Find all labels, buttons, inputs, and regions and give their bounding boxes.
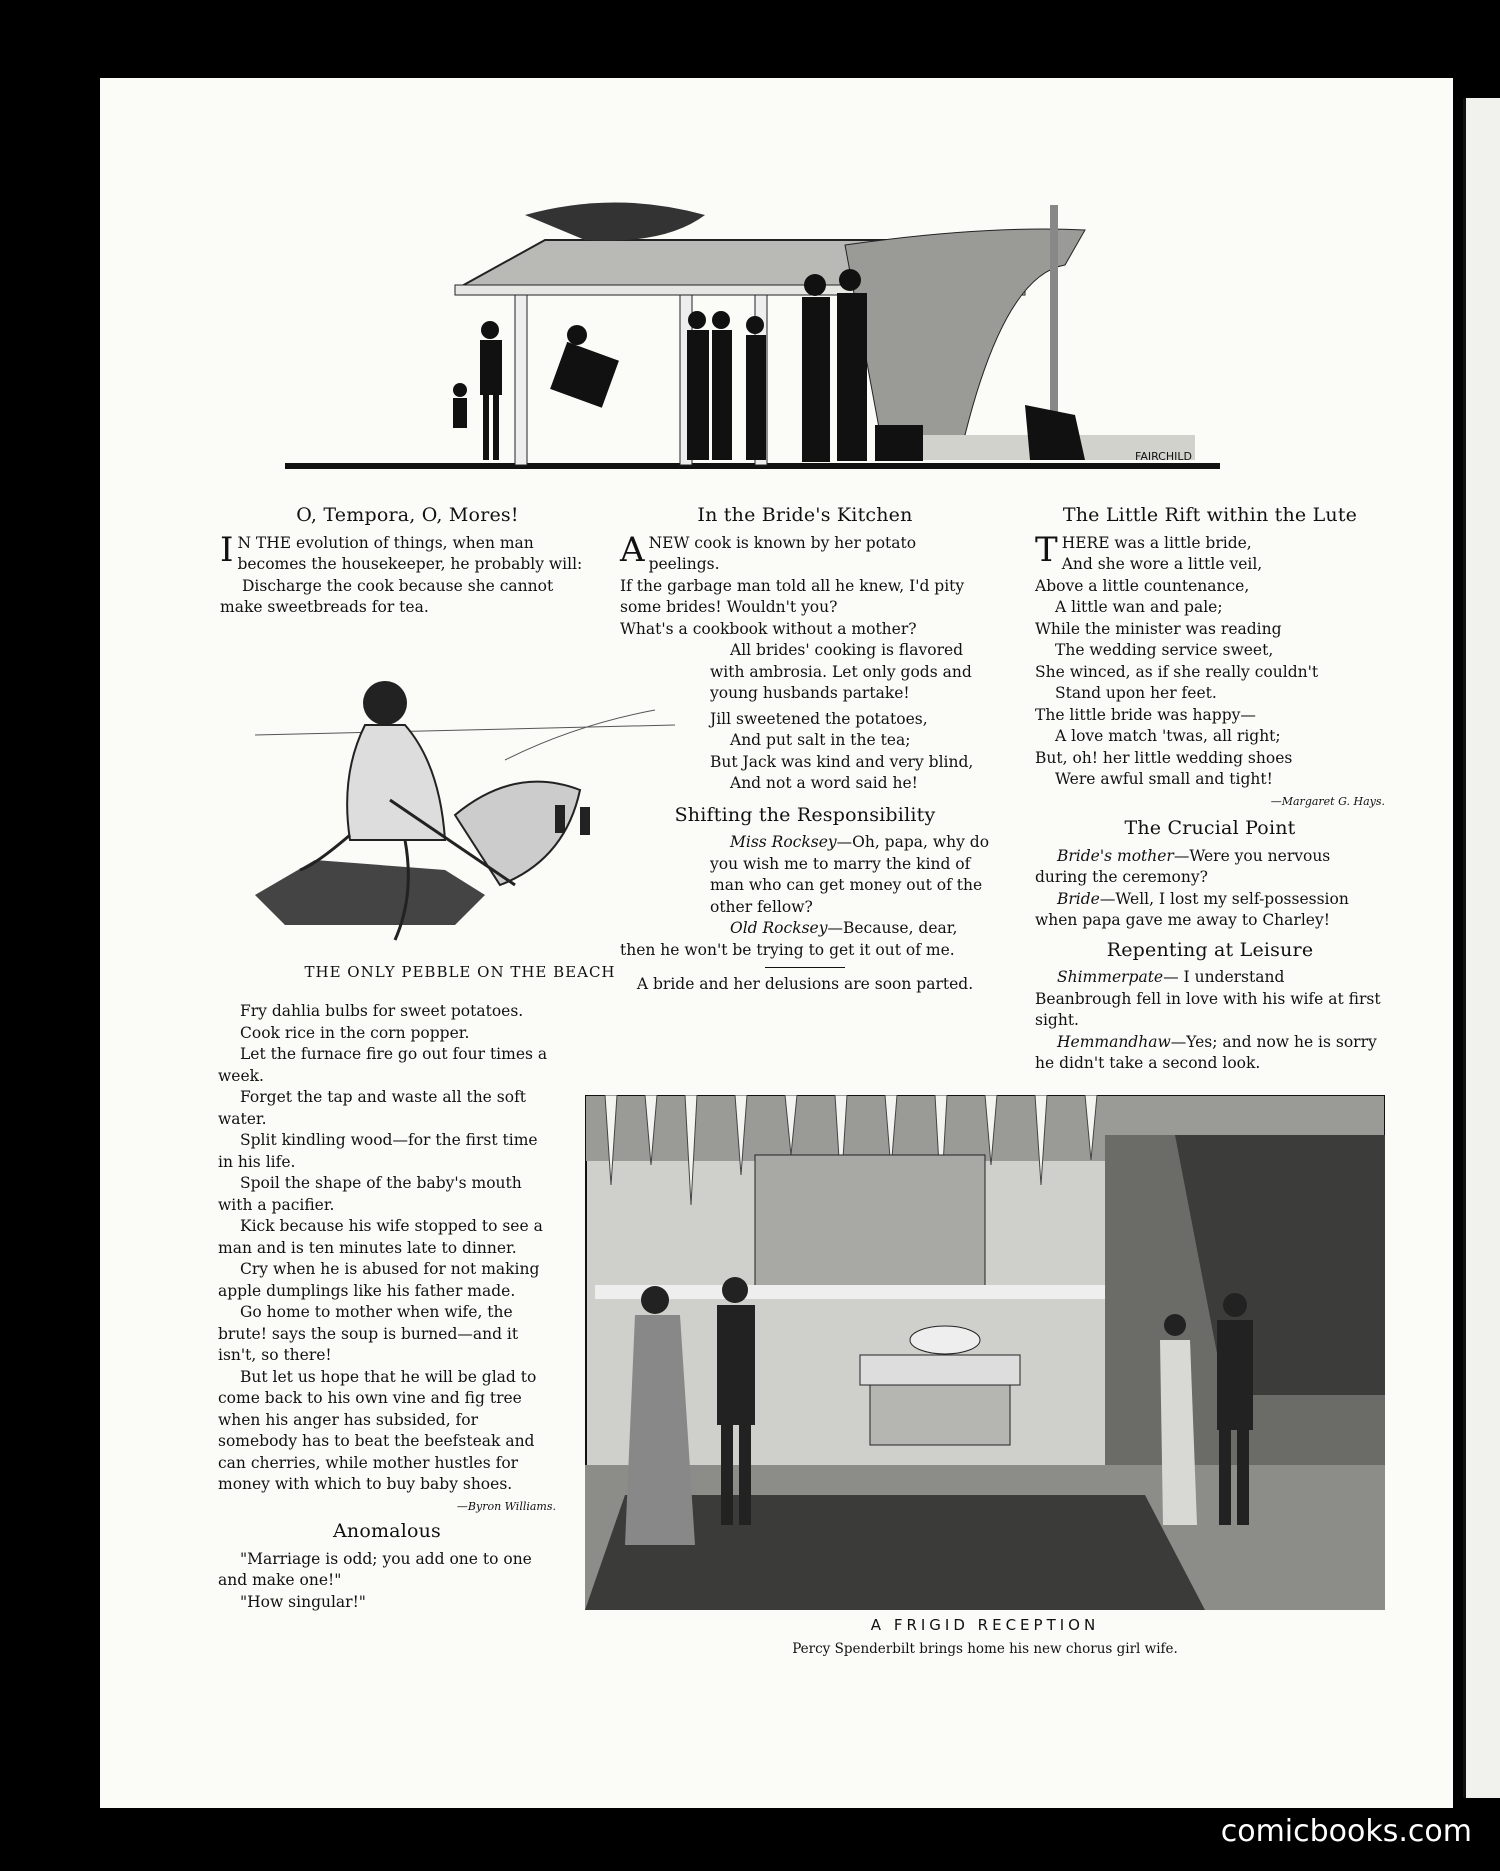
column-2: [620, 505, 990, 996]
adjacent-page-edge: [1463, 98, 1500, 1798]
anomalous-line-1: "Marriage is odd; you add one to one and make one!": [218, 1549, 532, 1589]
shifting-line-2: —Because, dear, then he won't be trying to get it out of me.: [620, 919, 958, 959]
list-item: Kick because his wife stopped to see a man and is ten minutes late to dinner.: [218, 1217, 543, 1257]
article-title-shifting: Shifting the Responsibility: [674, 803, 936, 826]
list-item: Spoil the shape of the baby's mouth with a pacifier.: [218, 1174, 522, 1214]
poem-line: HERE was a little bride,: [1061, 533, 1252, 552]
article-title-kitchen: In the Bride's Kitchen: [697, 504, 913, 526]
article-title-rift: The Little Rift within the Lute: [1062, 504, 1358, 526]
verse-line: And not a word said he!: [730, 774, 918, 792]
article-title-tempora: O, Tempora, O, Mores!: [296, 504, 519, 526]
frigid-caption-sub: Percy Spenderbilt brings home his new chorus girl wife.: [792, 1641, 1178, 1657]
list-item: Fry dahlia bulbs for sweet potatoes.: [240, 1002, 524, 1020]
list-item: Forget the tap and waste all the soft water.: [218, 1088, 527, 1128]
list-item: But let us hope that he will be glad to come back to his own vine and fig tree when his anger has subsided, for somebody has to beat the beefsteak and can cherries, while mother hustles for money with which to buy baby shoes.: [218, 1367, 537, 1493]
poem-line: And she wore a little veil,: [1061, 555, 1263, 573]
speaker-hemmandhaw: Hemmandhaw: [1057, 1032, 1171, 1051]
byline-williams: —Byron Williams.: [456, 1499, 556, 1513]
header-signature: FAIRCHILD: [1135, 450, 1192, 463]
shifting-line-1: —Oh, papa, why do you wish me to marry the kind of man who can get money out of the other fellow?: [710, 833, 990, 916]
list-item: Let the furnace fire go out four times a week.: [218, 1045, 548, 1085]
poem-line: She winced, as if she really couldn't: [1035, 662, 1319, 681]
repenting-line-2: —Yes; and now he is sorry he didn't take a second look.: [1035, 1032, 1377, 1072]
poem-line: A love match 'twas, all right;: [1055, 727, 1281, 745]
speaker-miss-rocksey: Miss Rocksey: [730, 833, 837, 851]
list-item: Go home to mother when wife, the brute! says the soup is burned—and it isn't, so there!: [218, 1303, 519, 1364]
kitchen-closing: A bride and her delusions are soon parted.: [636, 975, 974, 993]
kitchen-line-2: What's a cookbook without a mother?: [620, 619, 917, 638]
dropcap-a: A: [620, 529, 645, 570]
kitchen-ambrosia: All brides' cooking is flavored with ambrosia. Let only gods and young husbands partake!: [710, 641, 972, 702]
column-1: [220, 505, 595, 619]
column-3: [1035, 505, 1385, 1075]
column-1-list: [218, 1001, 556, 1613]
repenting-line-1: — I understand Beanbrough fell in love with his wife at first sight.: [1035, 968, 1381, 1029]
kitchen-line-1: If the garbage man told all he knew, I'd pity some brides! Wouldn't you?: [620, 576, 965, 616]
pebble-illustration: [255, 665, 675, 965]
speaker-bride: Bride: [1057, 889, 1100, 908]
list-item: Cry when he is abused for not making apple dumplings like his father made.: [218, 1260, 540, 1300]
tempora-intro: N THE evolution of things, when man becomes the housekeeper, he probably will:: [237, 533, 583, 573]
poem-line: Above a little countenance,: [1035, 576, 1250, 595]
anomalous-line-2: "How singular!": [240, 1592, 366, 1611]
frigid-reception-illustration: [585, 1095, 1385, 1610]
article-title-anomalous: Anomalous: [332, 1520, 442, 1542]
speaker-brides-mother: Bride's mother: [1057, 846, 1174, 865]
poem-line: But, oh! her little wedding shoes: [1035, 748, 1293, 767]
poem-line: Were awful small and tight!: [1055, 770, 1273, 788]
poem-line: The wedding service sweet,: [1055, 641, 1274, 659]
frigid-caption-title: A FRIGID RECEPTION: [870, 1616, 1100, 1634]
list-item: Split kindling wood—for the first time in his life.: [218, 1131, 538, 1171]
speaker-shimmerpate: Shimmerpate: [1057, 968, 1164, 986]
crucial-line-2: —Well, I lost my self-possession when papa gave me away to Charley!: [1035, 889, 1349, 929]
byline-hays: —Margaret G. Hays.: [1270, 794, 1385, 808]
poem-line: A little wan and pale;: [1055, 598, 1223, 616]
list-item: Cook rice in the corn popper.: [240, 1023, 470, 1042]
poem-line: The little bride was happy—: [1035, 705, 1256, 724]
article-title-repenting: Repenting at Leisure: [1106, 938, 1314, 961]
tempora-p1: Discharge the cook because she cannot make sweetbreads for tea.: [220, 576, 554, 616]
crucial-line-1: —Were you nervous during the ceremony?: [1035, 846, 1331, 886]
verse-line: Jill sweetened the potatoes,: [710, 709, 928, 728]
header-illustration: [285, 185, 1220, 470]
poem-line: Stand upon her feet.: [1055, 684, 1217, 702]
divider-rule: [765, 967, 845, 968]
pebble-caption: THE ONLY PEBBLE ON THE BEACH: [304, 963, 616, 981]
dropcap-t: T: [1035, 529, 1058, 570]
poem-line: While the minister was reading: [1035, 619, 1282, 638]
speaker-old-rocksey: Old Rocksey: [730, 919, 828, 937]
watermark: comicbooks.com: [1220, 1814, 1472, 1849]
verse-line: But Jack was kind and very blind,: [710, 752, 974, 771]
dropcap-i: I: [220, 529, 234, 570]
verse-line: And put salt in the tea;: [730, 731, 911, 749]
kitchen-intro: NEW cook is known by her potato peelings.: [648, 533, 917, 573]
article-title-crucial: The Crucial Point: [1124, 817, 1296, 839]
